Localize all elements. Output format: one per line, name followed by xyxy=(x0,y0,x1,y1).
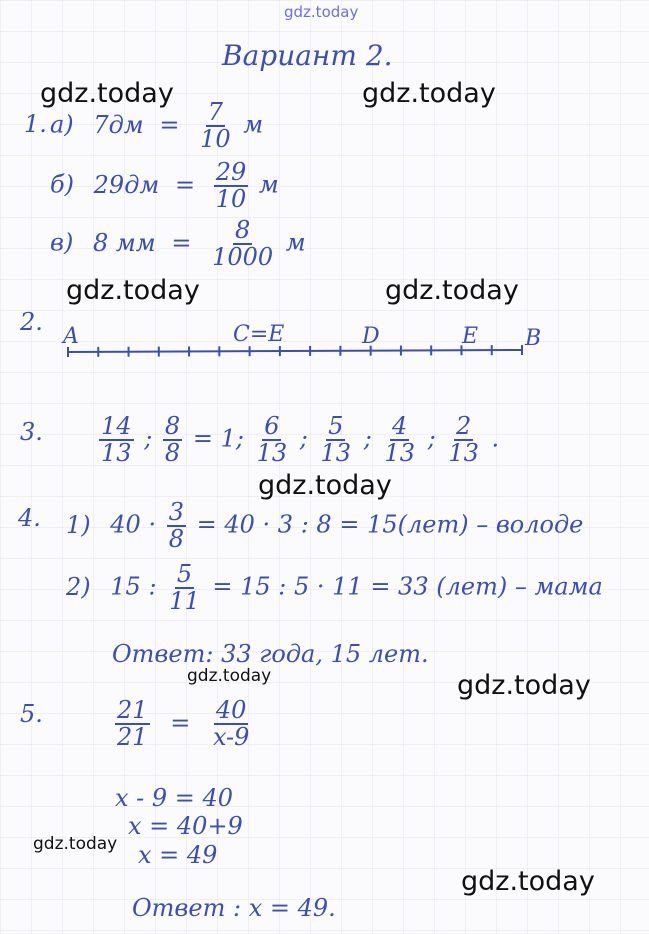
watermark: gdz.today xyxy=(40,78,174,109)
task1b-unit: м xyxy=(258,170,279,199)
fraction-numerator: 6 xyxy=(264,412,280,440)
fraction-numerator: 5 xyxy=(176,560,193,588)
fraction-denominator: 10 xyxy=(200,125,231,154)
separator: ; xyxy=(144,424,153,453)
fraction-numerator: 8 xyxy=(164,412,181,440)
fraction-numerator: 5 xyxy=(328,412,344,440)
point-label-a: A xyxy=(63,324,79,349)
watermark: gdz.today xyxy=(362,78,496,109)
separator: ; xyxy=(363,424,372,453)
fraction-denominator: 13 xyxy=(384,439,415,468)
fraction-denominator: 13 xyxy=(448,439,479,468)
task1c-left: 8 мм xyxy=(92,228,156,257)
task3-row xyxy=(96,414,499,466)
watermark: gdz.today xyxy=(66,275,200,306)
task1b-left: 29дм xyxy=(93,170,160,199)
task4-step1 xyxy=(66,500,583,552)
fraction xyxy=(446,414,481,466)
fraction xyxy=(163,414,182,466)
page-title: Вариант 2. xyxy=(222,39,393,72)
fraction xyxy=(255,414,290,466)
point-label-d: D xyxy=(362,324,380,349)
fraction-numerator: 14 xyxy=(101,412,132,440)
fraction-denominator: 11 xyxy=(169,587,200,616)
fraction-numerator: 7 xyxy=(207,98,223,126)
fraction-numerator: 2 xyxy=(455,412,472,440)
fraction-denominator: 21 xyxy=(117,723,148,752)
point-label-b: B xyxy=(525,326,542,351)
fraction xyxy=(382,414,417,466)
task5-step3: x = 49 xyxy=(138,841,218,869)
task1a-unit: м xyxy=(243,110,264,139)
fraction-numerator: 3 xyxy=(168,498,184,526)
fraction-denominator: 8 xyxy=(168,525,184,554)
task1-number: 1. xyxy=(24,110,47,138)
fraction xyxy=(99,414,134,466)
task2-number: 2. xyxy=(20,308,43,336)
task4-answer: Ответ: 33 года, 15 лет. xyxy=(112,640,429,668)
fraction xyxy=(167,562,202,614)
fraction xyxy=(211,698,252,750)
step-pre: 40 · xyxy=(110,510,157,539)
segment-line xyxy=(68,350,522,352)
point-label-e: E xyxy=(462,324,479,349)
watermark: gdz.today xyxy=(385,275,519,306)
separator: ; xyxy=(299,424,308,453)
step-post: = 15 : 5 · 11 = 33 (лет) – мама xyxy=(212,572,603,601)
fraction-denominator: 13 xyxy=(320,439,352,468)
point-label-c-e: C=E xyxy=(233,322,285,347)
watermark-top: gdz.today xyxy=(284,3,359,21)
watermark: gdz.today xyxy=(258,470,392,501)
watermark: gdz.today xyxy=(461,866,595,897)
watermark: gdz.today xyxy=(33,834,118,854)
task5-equation xyxy=(112,698,254,750)
step-label: 2) xyxy=(66,572,91,601)
task5-step2: x = 40+9 xyxy=(128,812,243,840)
step-pre: 15 : xyxy=(110,572,157,601)
fraction-denominator: 10 xyxy=(215,185,247,214)
task1a-eq: = xyxy=(159,110,180,139)
equals-one: = 1; xyxy=(192,424,244,453)
equals: = xyxy=(170,708,191,737)
fraction-numerator: 29 xyxy=(215,158,247,186)
task5-number: 5. xyxy=(20,700,43,728)
task5-answer: Ответ : x = 49. xyxy=(132,894,336,922)
task3-number: 3. xyxy=(20,418,43,446)
separator: ; xyxy=(427,424,436,453)
fraction-denominator: 8 xyxy=(164,439,181,468)
fraction-numerator: 21 xyxy=(117,696,148,724)
task4-step2 xyxy=(66,562,603,614)
task1a-label: а) xyxy=(50,110,74,139)
task1a-left: 7дм xyxy=(93,110,144,139)
task1b-label: б) xyxy=(50,170,75,199)
fraction-denominator: 13 xyxy=(256,439,288,468)
fraction xyxy=(115,698,150,750)
fraction-numerator: 4 xyxy=(392,412,408,440)
task1c-unit: м xyxy=(285,228,306,257)
task5-step1: x - 9 = 40 xyxy=(115,784,234,812)
fraction-denominator: 1000 xyxy=(212,243,274,272)
step-label: 1) xyxy=(66,510,91,539)
task1c-label: в) xyxy=(50,228,74,257)
fraction xyxy=(167,500,186,552)
fraction xyxy=(319,414,354,466)
fraction-numerator: 40 xyxy=(215,696,247,724)
end-mark: . xyxy=(491,424,500,453)
fraction-denominator: x-9 xyxy=(212,723,250,752)
watermark: gdz.today xyxy=(457,670,591,701)
task4-number: 4. xyxy=(18,504,41,532)
task1b-eq: = xyxy=(174,170,196,199)
fraction-denominator: 13 xyxy=(101,439,132,468)
task1c-eq: = xyxy=(171,228,192,257)
fraction-numerator: 8 xyxy=(234,216,251,244)
step-post: = 40 · 3 : 8 = 15(лет) – володе xyxy=(196,510,584,539)
watermark: gdz.today xyxy=(187,666,272,686)
